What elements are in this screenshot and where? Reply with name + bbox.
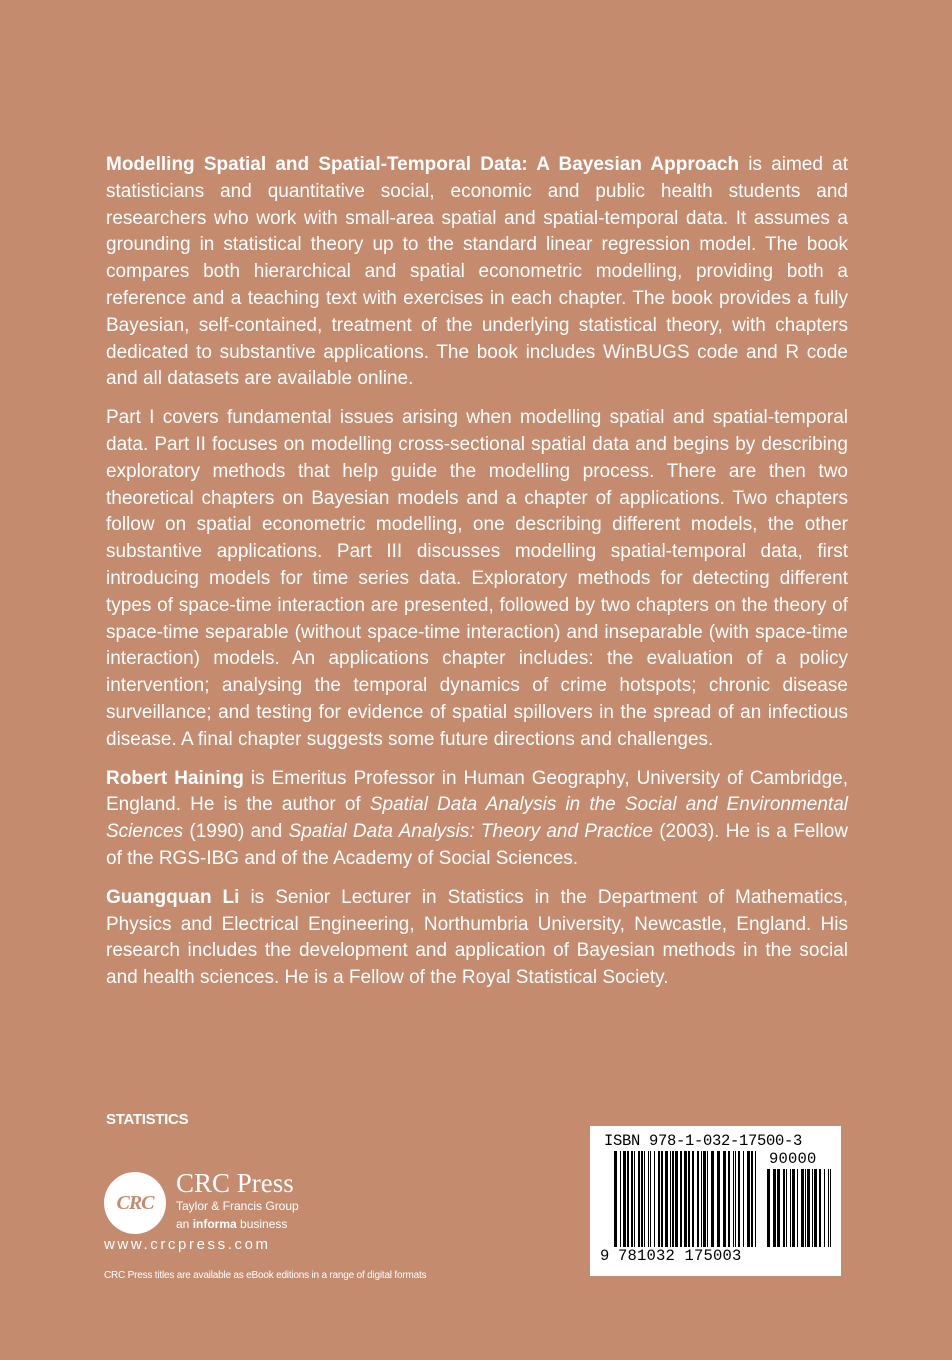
barcode-bar (819, 1169, 821, 1247)
barcode-bar (792, 1169, 795, 1247)
subject-category: STATISTICS (106, 1111, 189, 1128)
bio-text: is Senior Lecturer in Statistics in the Department of Mathematics, Physics and Electrical Engineering, Northumbria University, Newcastle, England. His research includes the development and application of Bayesian methods in the social and health sciences. He is a Fellow of the Royal Statistical Society. (106, 886, 849, 989)
bio-text: (2003). He is a Fellow of the RGS-IBG and of the Academy of Social Sciences. (106, 821, 848, 869)
barcode-bar (751, 1151, 753, 1247)
barcode-bar (747, 1151, 750, 1247)
barcode-bar (733, 1151, 734, 1247)
barcode-bar (638, 1151, 640, 1247)
barcode-bar (672, 1151, 674, 1247)
barcode-bar (688, 1151, 690, 1247)
barcode-bar (773, 1169, 776, 1247)
book-title: Modelling Spatial and Spatial-Temporal Data: A Bayesian Approach (106, 154, 740, 175)
bio-text: is Emeritus Professor in Human Geography, University of Cambridge, England. He is the author of (106, 767, 848, 816)
publisher-business-line: an informa business (176, 1217, 288, 1231)
intro-text: is aimed at statisticians and quantitative social, economic and public health students and researchers who work with small-area spatial and spatial-temporal data. It assumes a grounding in statistical theory up to the standard linear regression model. The book compares both hierarchical and spatial econometric modelling, providing both a reference and a teaching text with exercises in each chapter. The book provides a fully Bayesian, self-contained, treatment of the underlying statistical theory, with chapters dedicated to substantive applications. The book includes WinBUGS code and R code and all datasets are available online. (106, 154, 848, 390)
barcode-bar (623, 1151, 626, 1247)
barcode-bar (797, 1169, 798, 1247)
ean-barcode (614, 1151, 756, 1247)
bio-text: (1990) and (183, 821, 289, 843)
barcode-bar (717, 1151, 720, 1247)
barcode-bar (805, 1169, 806, 1247)
blurb-paragraph-intro (106, 152, 848, 393)
author-name: Guangquan Li (106, 886, 240, 908)
barcode-bar (697, 1151, 699, 1247)
crc-logo (104, 1172, 166, 1234)
ean-first-digit: 9 (600, 1247, 610, 1265)
price-code: 90000 (769, 1150, 817, 1168)
barcode-bar (631, 1151, 633, 1247)
barcode-bar (755, 1151, 756, 1247)
barcode-bar (801, 1169, 804, 1247)
barcode-bar (680, 1151, 682, 1247)
back-cover-blurb (106, 152, 848, 1004)
barcode-bar (830, 1169, 831, 1247)
barcode-bar (644, 1151, 645, 1247)
barcode-bar (828, 1169, 829, 1247)
barcode-bar (627, 1151, 629, 1247)
isbn-label: ISBN 978-1-032-17500-3 (604, 1132, 803, 1150)
publisher-url: www.crcpress.com (104, 1236, 271, 1253)
barcode-bar (814, 1169, 817, 1247)
barcode-bar (641, 1151, 643, 1247)
barcode-bar (670, 1151, 671, 1247)
barcode-bar (650, 1151, 651, 1247)
addon-barcode (767, 1169, 831, 1247)
barcode-bar (777, 1169, 780, 1247)
ebook-note: CRC Press titles are available as eBook editions in a range of digital formats (104, 1270, 427, 1281)
barcode-bar (738, 1151, 740, 1247)
barcode-bar (614, 1151, 617, 1247)
author-bio-li (106, 885, 848, 992)
barcode-bar (735, 1151, 736, 1247)
barcode-bar (658, 1151, 660, 1247)
barcode-bar (807, 1169, 810, 1247)
barcode-bar (728, 1151, 730, 1247)
barcode-bar (812, 1169, 813, 1247)
book-reference: Spatial Data Analysis in the Social and Environmental Sciences (106, 794, 848, 843)
crc-logo-text: CRC (116, 1191, 154, 1214)
barcode-bar (703, 1151, 706, 1247)
barcode-bar (665, 1151, 668, 1247)
barcode-bar (692, 1151, 694, 1247)
blurb-paragraph-contents: Part I covers fundamental issues arising when modelling spatial and spatial-temporal data. Part II focuses on modelling cross-sectional spatial data and begins by describing exploratory methods that help guide the modelling process. There are then two theoretical chapters on Bayesian models and a chapter of applications. Two chapters follow on spatial econometric modelling, one describing different models, the other substantive applications. Part III discusses modelling spatial-temporal data, first introducing models for time series data. Exploratory methods for detecting different types of space-time interaction are presented, followed by two chapters on the theory of space-time separable (without space-time interaction) and inseparable (with space-time interaction) models. An applications chapter includes: the evaluation of a policy intervention; analysing the temporal dynamics of crime hotspots; chronic disease surveillance; and testing for evidence of spatial spillovers in the spread of an infectious disease. A final chapter suggests some future directions and challenges. (106, 407, 848, 750)
publisher-name: CRC Press (176, 1168, 294, 1198)
barcode-bar (723, 1151, 726, 1247)
barcode-bar (620, 1151, 621, 1247)
author-name: Robert Haining (106, 767, 244, 789)
barcode-bar (767, 1169, 770, 1247)
author-bio-haining (106, 766, 848, 873)
barcode-bar (654, 1151, 655, 1247)
barcode-bar (675, 1151, 678, 1247)
barcode-bar (783, 1169, 785, 1247)
barcode-bar (707, 1151, 708, 1247)
publisher-group: Taylor & Francis Group (176, 1199, 299, 1213)
book-reference: Spatial Data Analysis: Theory and Practice (288, 821, 653, 843)
barcode-bar (684, 1151, 687, 1247)
barcode-bar (790, 1169, 791, 1247)
barcode-bar (711, 1151, 714, 1247)
ean-digits: 781032 175003 (618, 1247, 742, 1265)
barcode-bar (743, 1151, 744, 1247)
barcode-bar (661, 1151, 663, 1247)
barcode-bar (786, 1169, 787, 1247)
barcode-bar (634, 1151, 635, 1247)
barcode-bar (824, 1169, 825, 1247)
barcode-bar (701, 1151, 702, 1247)
barcode-bar (648, 1151, 649, 1247)
